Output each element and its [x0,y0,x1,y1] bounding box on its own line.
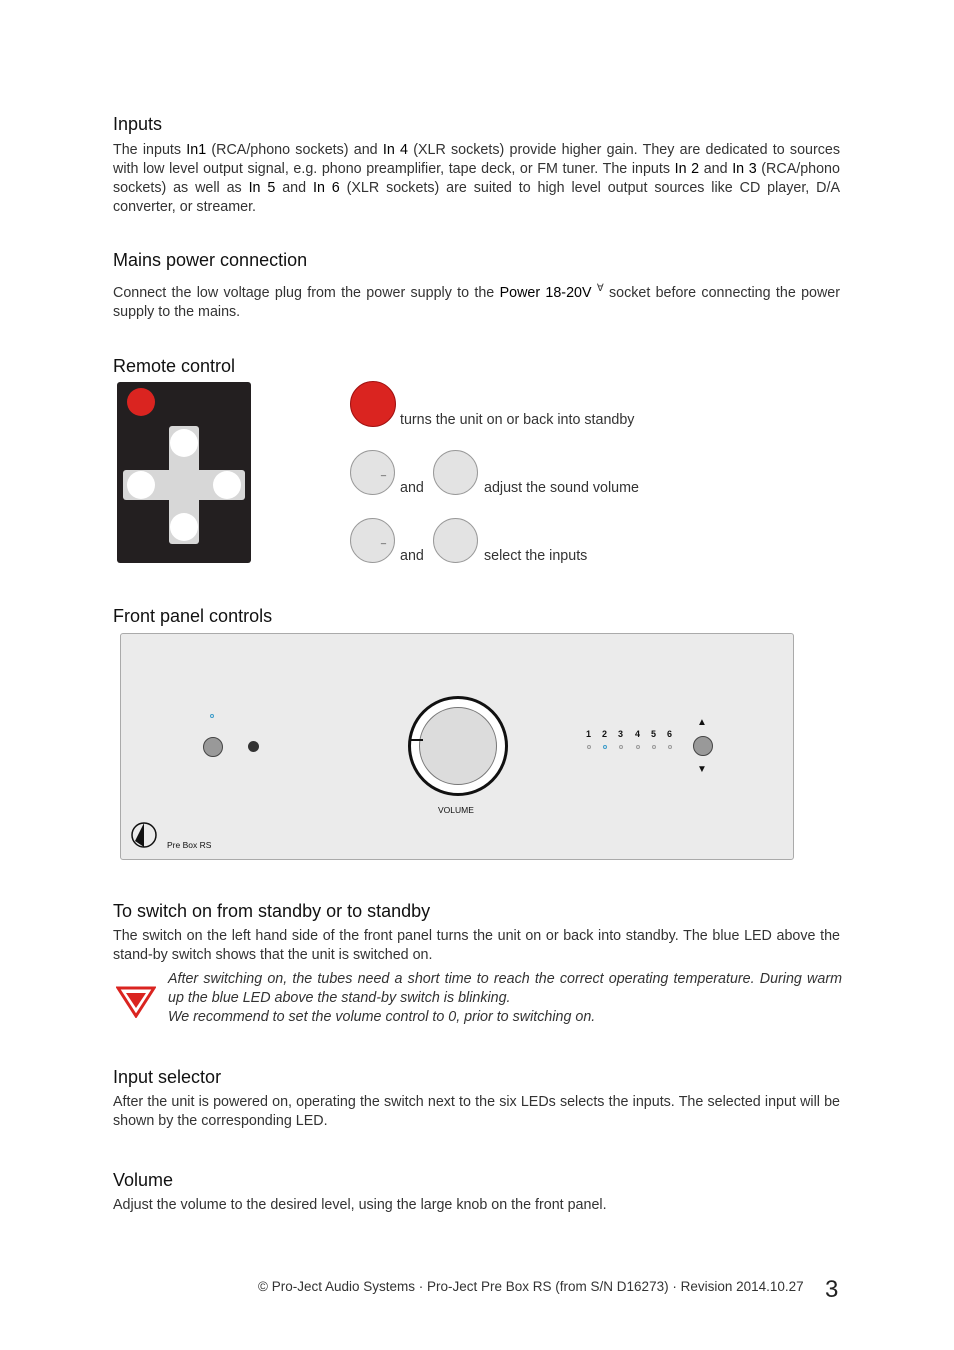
volume-heading: Volume [113,1170,174,1190]
remote-down-button [170,513,198,541]
text-run: and [275,180,313,196]
volume-knob-inner [419,707,497,785]
led-number-5: 5 [651,729,657,739]
input-led-4 [636,745,640,749]
volume-knob [408,696,508,796]
power-button-icon [350,381,396,427]
volume-knob-mark [409,739,423,741]
down-arrow-icon: ▼ [697,764,707,775]
text-run: (RCA/phono sockets) and [206,142,383,158]
standby-heading: To switch on from standby or to standby [113,901,431,921]
standby-switch [203,737,223,757]
front-panel-image [120,633,794,860]
and-label: and [400,548,424,564]
input-led-5 [652,745,656,749]
text-run: (XLR sockets) provide higher gain. They are dedicated to sources with low level output signal, e.g. phono preamplifier, tape deck, or FM tuner. The inputs [113,142,840,177]
inputs-caption: select the inputs [484,548,588,564]
warning-text: We recommend to set the volume control to 0, prior to switching on. [168,1009,596,1025]
input-down-button-icon [350,518,395,563]
standby-paragraph: The switch on the left hand side of the front panel turns the unit on or back into standby. The blue LED above the stand-by switch shows that the unit is switched on. [113,928,840,963]
led-number-1: 1 [586,729,592,739]
warning-note [168,970,842,1027]
footer-text: © Pro-Ject Audio Systems · Pro-Ject Pre Box RS (from S/N D16273) · Revision 2014.10.27 [258,1279,804,1294]
volume-caption: adjust the sound volume [484,480,639,496]
input-selector-switch [693,736,713,756]
remote-power-button [127,388,155,416]
remote-left-button [127,471,155,499]
standby-led [210,714,214,718]
input-up-button-icon [433,518,478,563]
up-arrow-icon: ▲ [697,717,707,728]
text-run: The inputs [113,142,187,158]
remote-sensor [248,741,259,752]
text-run: socket before connecting the power supply to the mains. [113,284,841,320]
text-run: (XLR sockets) are suited to high level output sources like CD player, D/A converter, or streamer. [113,180,840,215]
warning-text: After switching on, the tubes need a short time to reach the correct operating temperature. During warm up the blue LED above the stand-by switch is blinking. [168,971,842,1006]
input-led-2 [603,745,607,749]
volume-label: VOLUME [438,805,474,815]
and-label: and [400,480,424,496]
led-number-2: 2 [602,729,608,739]
minus-mark: _ [381,534,387,544]
led-number-6: 6 [667,729,673,739]
input-led-3 [619,745,623,749]
remote-heading: Remote control [113,356,236,376]
inputs-heading: Inputs [113,114,163,134]
text-run: and [699,161,733,177]
volume-down-button-icon [350,450,395,495]
volume-paragraph: Adjust the volume to the desired level, using the large knob on the front panel. [113,1197,607,1213]
remote-right-button [213,471,241,499]
input-label-in5: In 5 [248,180,276,196]
remote-up-button [170,429,198,457]
power-caption: turns the unit on or back into standby [400,412,635,428]
dc-symbol: ∀ [596,283,604,294]
model-label: Pre Box RS [167,840,212,850]
front-panel-heading: Front panel controls [113,606,273,626]
power-socket-label: Power 18-20V [499,284,592,301]
mains-heading: Mains power connection [113,250,308,270]
input-selector-heading: Input selector [113,1067,222,1087]
input-led-1 [587,745,591,749]
inputs-paragraph [113,141,840,217]
remote-control-image [117,382,251,563]
input-label-in3: In 3 [732,161,757,177]
warning-triangle-icon [116,986,156,1018]
input-led-6 [668,745,672,749]
text-run: (RCA/phono sockets) as well as [113,161,840,196]
minus-mark: _ [381,466,387,476]
input-label-in4: In 4 [382,142,408,158]
pro-ject-logo-icon [130,821,158,849]
input-label-in1: In1 [186,142,207,158]
input-selector-paragraph: After the unit is powered on, operating the switch next to the six LEDs selects the inputs. The selected input will be shown by the corresponding LED. [113,1094,840,1129]
led-number-3: 3 [618,729,624,739]
input-label-in6: In 6 [312,180,340,196]
volume-up-button-icon [433,450,478,495]
input-label-in2: In 2 [674,161,700,177]
page-number: 3 [825,1276,839,1303]
led-number-4: 4 [635,729,641,739]
mains-paragraph [113,279,840,322]
text-run: Connect the low voltage plug from the power supply to the [113,284,500,301]
